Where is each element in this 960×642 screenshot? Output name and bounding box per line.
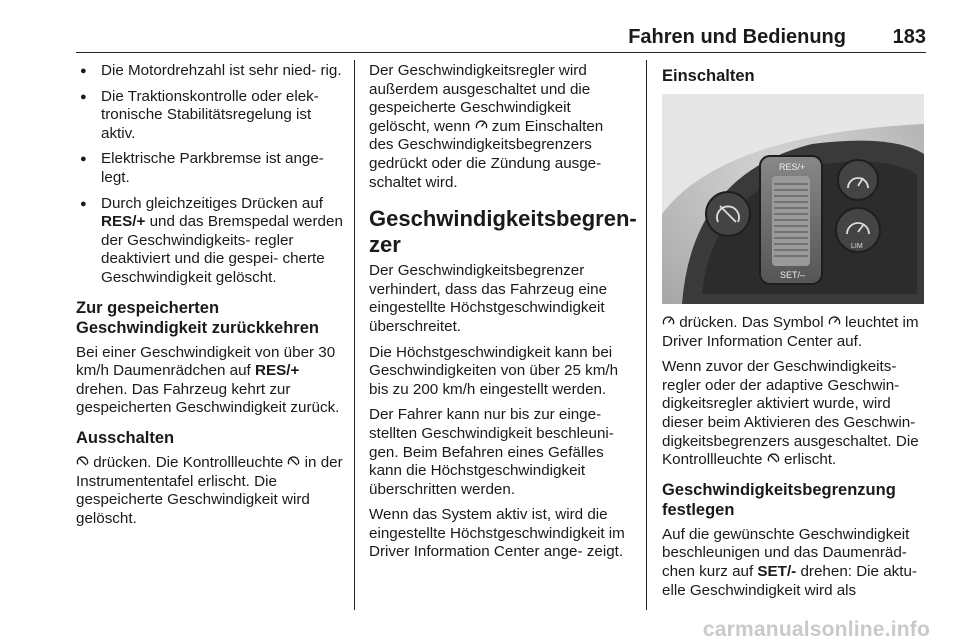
heading-on: Einschalten xyxy=(662,67,755,85)
watermark: carmanualsonline.info xyxy=(702,618,930,641)
list-item: ● Die Traktionskontrolle oder elek- tronische Stabilitätsregelung ist aktiv. xyxy=(76,88,346,144)
column-1 xyxy=(76,62,346,535)
header-rule xyxy=(76,52,926,53)
paragraph: Der Fahrer kann nur bis zur einge- stellten Geschwindigkeit beschleuni- gen. Beim Befahren eines Gefälles kann die Höchstgeschwindigkeit überschritten werden. xyxy=(369,406,614,498)
cruise-off-icon xyxy=(287,455,300,468)
cruise-off-icon xyxy=(767,452,780,465)
steering-wheel-controls-photo xyxy=(662,94,924,304)
text: drücken. Die Kontrollleuchte xyxy=(93,453,284,471)
speed-limiter-icon xyxy=(828,315,841,328)
chapter-title: Fahren und Bedienung xyxy=(628,26,846,48)
res-label: RES/+ xyxy=(255,362,300,380)
column-divider-2 xyxy=(646,60,647,610)
text: Auf die gewünschte Geschwindigkeit beschleunigen und das Daumenräd- chen kurz auf xyxy=(662,525,910,580)
column-2 xyxy=(369,62,637,569)
text: Wenn zuvor der Geschwindigkeits- regler oder der adaptive Geschwin- digkeitsregler aktiviert wurde, wird dieser beim Aktivieren des Geschwin- digkeitsbegrenzers ausgeschaltet. xyxy=(662,358,916,450)
paragraph xyxy=(369,62,631,192)
list-item: ● Die Motordrehzahl ist sehr nied- rig. xyxy=(76,62,346,81)
res-label: RES/+ xyxy=(101,213,146,231)
text: Die Kontrollleuchte xyxy=(662,432,919,469)
text: drehen. Das Fahrzeug kehrt zur gespeicherten Geschwindigkeit zurück. xyxy=(76,380,340,417)
paragraph xyxy=(662,314,928,351)
column-3 xyxy=(662,62,928,607)
speed-limiter-icon xyxy=(662,315,675,328)
paragraph xyxy=(662,358,928,470)
paragraph: Wenn das System aktiv ist, wird die eingestellte Höchstgeschwindigkeit im Driver Information Center ange- zeigt. xyxy=(369,506,625,561)
paragraph xyxy=(76,454,346,528)
cruise-off-icon xyxy=(76,455,89,468)
paragraph: Die Höchstgeschwindigkeit kann bei Geschwindigkeiten von über 25 km/h bis zu 200 km/h eingestellt werden. xyxy=(369,343,619,398)
column-divider-1 xyxy=(354,60,355,610)
list-item: ● Elektrische Parkbremse ist ange- legt. xyxy=(76,150,346,187)
lim-label: LIM xyxy=(851,243,863,250)
condition-list xyxy=(76,62,346,288)
page-header xyxy=(76,26,926,50)
heading-off: Ausschalten xyxy=(76,428,175,447)
set-wheel-label: SET/– xyxy=(780,270,806,280)
heading-limiter: Geschwindigkeitsbegren- zer xyxy=(369,206,637,258)
paragraph xyxy=(662,526,928,600)
text: erlischt. xyxy=(783,451,837,469)
text: Bei einer Geschwindigkeit von über 30 km/h Daumenrädchen auf xyxy=(76,343,336,380)
speed-limiter-icon xyxy=(475,119,488,132)
text: zum Einschalten des Geschwindigkeitsbegrenzers gedrückt oder die Zündung ausge- schaltet wird. xyxy=(369,117,604,191)
paragraph: Der Geschwindigkeitsbegrenzer verhindert, dass das Fahrzeug eine eingestellte Höchstgeschwindigkeit überschreitet. xyxy=(369,262,608,335)
heading-set-limit: Geschwindigkeitsbegrenzung festlegen xyxy=(662,480,896,519)
text: und das Bremspedal werden der Geschwindigkeits- regler deaktiviert und die gespei- cherte Geschwindigkeit gelöscht. xyxy=(101,213,343,286)
res-wheel-label: RES/+ xyxy=(779,162,806,172)
set-label: SET/- xyxy=(757,562,797,580)
heading-resume: Zur gespeicherten Geschwindigkeit zurückkehren xyxy=(76,298,319,337)
text: drücken. Das Symbol xyxy=(679,314,824,331)
text: drehen: Die aktu- elle Geschwindigkeit wird als xyxy=(662,562,917,599)
list-item xyxy=(76,195,346,288)
text: Der Geschwindigkeitsregler wird außerdem ausgeschaltet und die gespeicherte Geschwindigkeit gelöscht, wenn xyxy=(369,62,591,135)
text: in der Instrumententafel erlischt. Die gespeicherte Geschwindigkeit wird gelöscht. xyxy=(76,453,343,527)
text: leuchtet im Driver Information Center auf. xyxy=(662,314,919,350)
page-number: 183 xyxy=(892,26,926,48)
text: Durch gleichzeitiges Drücken auf xyxy=(101,194,324,212)
paragraph xyxy=(76,344,346,418)
